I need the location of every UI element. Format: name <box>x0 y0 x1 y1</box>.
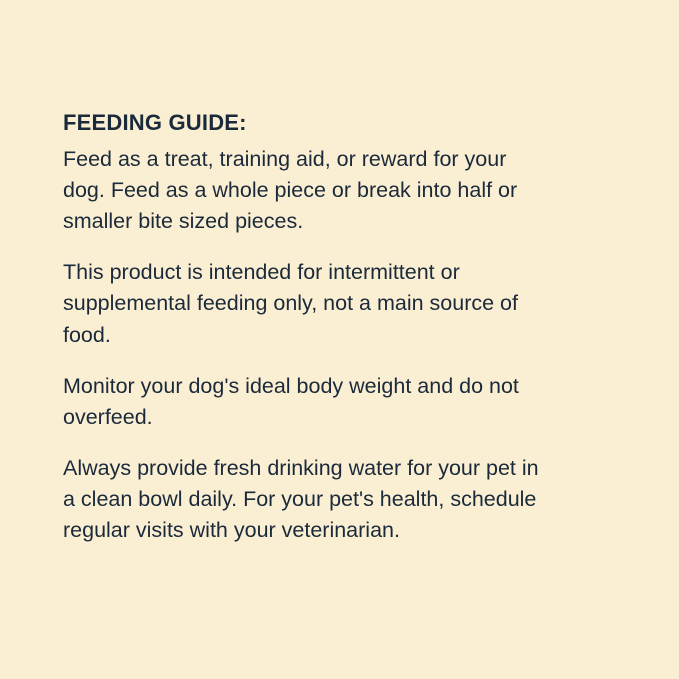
feeding-guide-panel <box>63 108 563 547</box>
body-weight-paragraph: Monitor your dog's ideal body weight and do not overfeed. <box>63 373 519 429</box>
intermittent-feeding-paragraph: This product is intended for intermittent or supplemental feeding only, not a main source of food. <box>63 260 518 347</box>
page-title: FEEDING GUIDE: <box>63 110 247 135</box>
water-and-vet-paragraph: Always provide fresh drinking water for your pet in a clean bowl daily. For your pet's health, schedule regular visits with your veterinarian. <box>63 456 539 543</box>
feeding-instructions-paragraph: Feed as a treat, training aid, or reward for your dog. Feed as a whole piece or break into half or smaller bite sized pieces. <box>63 146 518 234</box>
